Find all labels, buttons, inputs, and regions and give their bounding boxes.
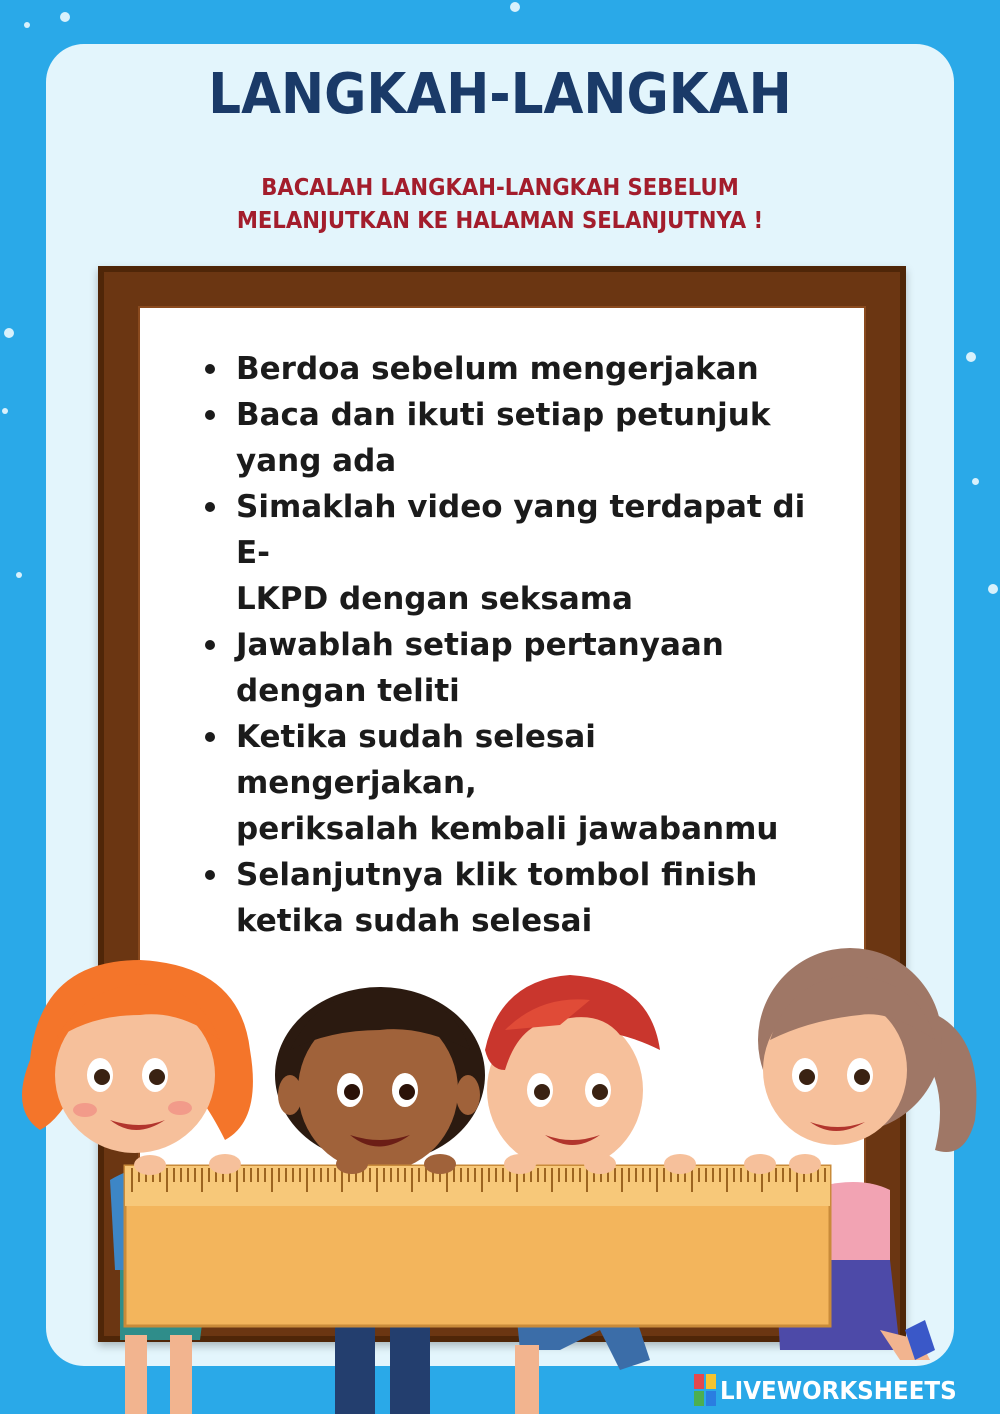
step-text: Ketika sudah selesai mengerjakan, xyxy=(236,719,596,801)
subtitle-line: BACALAH LANGKAH-LANGKAH SEBELUM xyxy=(261,175,739,201)
bullet-icon xyxy=(205,502,215,512)
bullet-icon xyxy=(205,732,215,742)
background-dot xyxy=(966,352,976,362)
list-item xyxy=(205,714,815,852)
liveworksheets-logo-icon xyxy=(694,1374,716,1406)
background-dot xyxy=(2,408,8,414)
step-text: Baca dan ikuti setiap petunjuk xyxy=(236,397,771,433)
liveworksheets-watermark xyxy=(694,1373,977,1407)
step-text: Berdoa sebelum mengerjakan xyxy=(236,351,759,387)
ruler xyxy=(125,1166,830,1326)
list-item xyxy=(205,622,815,714)
step-text: yang ada xyxy=(236,443,397,479)
watermark-text: LIVEWORKSHEETS xyxy=(720,1375,957,1405)
step-text: ketika sudah selesai xyxy=(236,903,593,939)
bullet-icon xyxy=(205,364,215,374)
background-dot xyxy=(972,478,979,485)
page-subtitle xyxy=(40,172,960,238)
bullet-icon xyxy=(205,640,215,650)
background-dot xyxy=(60,12,70,22)
bullet-icon xyxy=(205,870,215,880)
list-item xyxy=(205,392,815,484)
step-text: LKPD dengan seksama xyxy=(236,581,633,617)
list-item xyxy=(205,346,815,392)
background-dot xyxy=(16,572,22,578)
step-text: Simaklah video yang terdapat di E- xyxy=(236,489,806,571)
steps-list xyxy=(205,346,815,944)
subtitle-line: MELANJUTKAN KE HALAMAN SELANJUTNYA ! xyxy=(236,208,764,234)
background-dot xyxy=(510,2,520,12)
page-title: LANGKAH-LANGKAH xyxy=(208,62,792,127)
background-dot xyxy=(24,22,30,28)
kids-illustration xyxy=(0,930,1000,1414)
list-item xyxy=(205,484,815,622)
background-dot xyxy=(988,584,998,594)
bullet-icon xyxy=(205,410,215,420)
step-text: Jawablah setiap pertanyaan xyxy=(236,627,724,663)
step-text: periksalah kembali jawabanmu xyxy=(236,811,779,847)
step-text: dengan teliti xyxy=(236,673,460,709)
background-dot xyxy=(4,328,14,338)
step-text: Selanjutnya klik tombol finish xyxy=(236,857,758,893)
